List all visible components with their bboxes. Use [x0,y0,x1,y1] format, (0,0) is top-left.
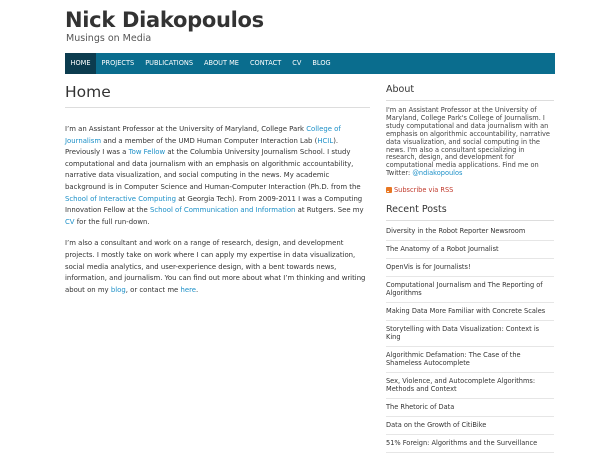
consulting-text: , or contact me [125,285,181,294]
site-title[interactable]: Nick Diakopoulos [65,8,264,32]
blog-link[interactable]: blog [110,285,126,294]
recent-post-link[interactable]: Sex, Violence, and Autocomplete Algorithms: Methods and Context [386,377,554,399]
intro-text: and a member of the UMD Human Computer Interaction Lab ( [101,136,318,145]
intro-text: at Rutgers. See my [295,206,364,215]
consulting-text: . [196,285,199,294]
recent-post-link[interactable]: Storytelling with Data Visualization: Context is King [386,325,554,347]
recent-post-link[interactable]: 51% Foreign: Algorithms and the Surveillance [386,439,554,453]
main-nav [65,53,555,74]
site-tagline: Musings on Media [66,33,152,44]
recent-post-link[interactable]: The Rhetoric of Data [386,403,554,417]
intro-text: ). Previously I was a [65,136,339,157]
journalism-college-link[interactable]: College of Journalism [65,125,341,145]
about-text [386,107,554,178]
intro-text: at Georgia Tech). From 2009-2011 I was a Computing Innovation Fellow at the [65,194,363,215]
nav-projects[interactable]: PROJECTS [101,59,135,67]
about-body: I'm an Assistant Professor at the University of Maryland, College Park's College of Journalism. I study computational and data journalism with an emphasis on algorithmic accountability, narrative data visualization, and social computing in the news. I'm also a consultant specializing in research, design, and development for computational media applications. Find me on Twitter: [386,106,550,178]
contact-here-link[interactable]: here [180,285,196,294]
page-title: Home [65,83,370,108]
intro-text: I’m an Assistant Professor at the University of Maryland, College Park [65,125,307,133]
twitter-link[interactable]: @ndiakopoulos [412,169,463,178]
recent-post-link[interactable]: Diversity in the Robot Reporter Newsroom [386,227,554,241]
nav-blog[interactable]: BLOG [312,59,331,67]
nav-about-me[interactable]: ABOUT ME [204,59,239,67]
intro-paragraph [65,124,370,228]
rss-subscribe-link[interactable] [386,186,554,194]
recent-post-link[interactable]: Algorithmic Defamation: The Case of the Shameless Autocomplete [386,351,554,373]
recent-posts-heading: Recent Posts [386,204,554,221]
recent-post-link[interactable]: Making Data More Familiar with Concrete Scales [386,307,554,321]
intro-text: for the full run-down. [74,217,150,226]
consulting-paragraph [65,238,370,296]
nav-publications[interactable]: PUBLICATIONS [145,59,194,67]
intro-text: at the Columbia University Journalism School. I study computational and data journalism with an emphasis on algorithmic accountability, narrative data visualization, and social computing in the news. My academic background is in Computer Science and Human-Computer Interaction (Ph.D. from the [65,148,361,191]
rss-label: Subscribe via RSS [394,186,454,195]
communication-school-link[interactable]: School of Communication and Information [149,206,296,215]
tow-fellow-link[interactable]: Tow Fellow [128,148,166,157]
recent-post-link[interactable]: Data on the Growth of CitiBike [386,421,554,435]
rss-icon [386,187,392,193]
cv-link[interactable]: CV [65,217,75,226]
recent-post-link[interactable]: OpenVis is for Journalists! [386,263,554,277]
recent-posts-list [386,227,554,453]
main-content [65,83,370,306]
hcil-link[interactable]: HCIL [317,136,334,145]
nav-contact[interactable]: CONTACT [249,59,282,67]
recent-post-link[interactable]: The Anatomy of a Robot Journalist [386,245,554,259]
interactive-computing-link[interactable]: School of Interactive Computing [65,194,177,203]
about-heading: About [386,84,554,101]
consulting-text: I’m also a consultant and work on a range of research, design, and development projects. I mostly take on work where I can apply my expertise in data visualization, social media analytics, and user-experience design, with a bent towards news, information, and journalism. You can find out more about what I’m thinking and writing about on my [65,239,366,294]
sidebar [386,84,554,457]
recent-post-link[interactable]: Computational Journalism and The Reporting of Algorithms [386,281,554,303]
nav-home[interactable]: HOME [65,53,96,74]
nav-cv[interactable]: CV [292,59,302,67]
